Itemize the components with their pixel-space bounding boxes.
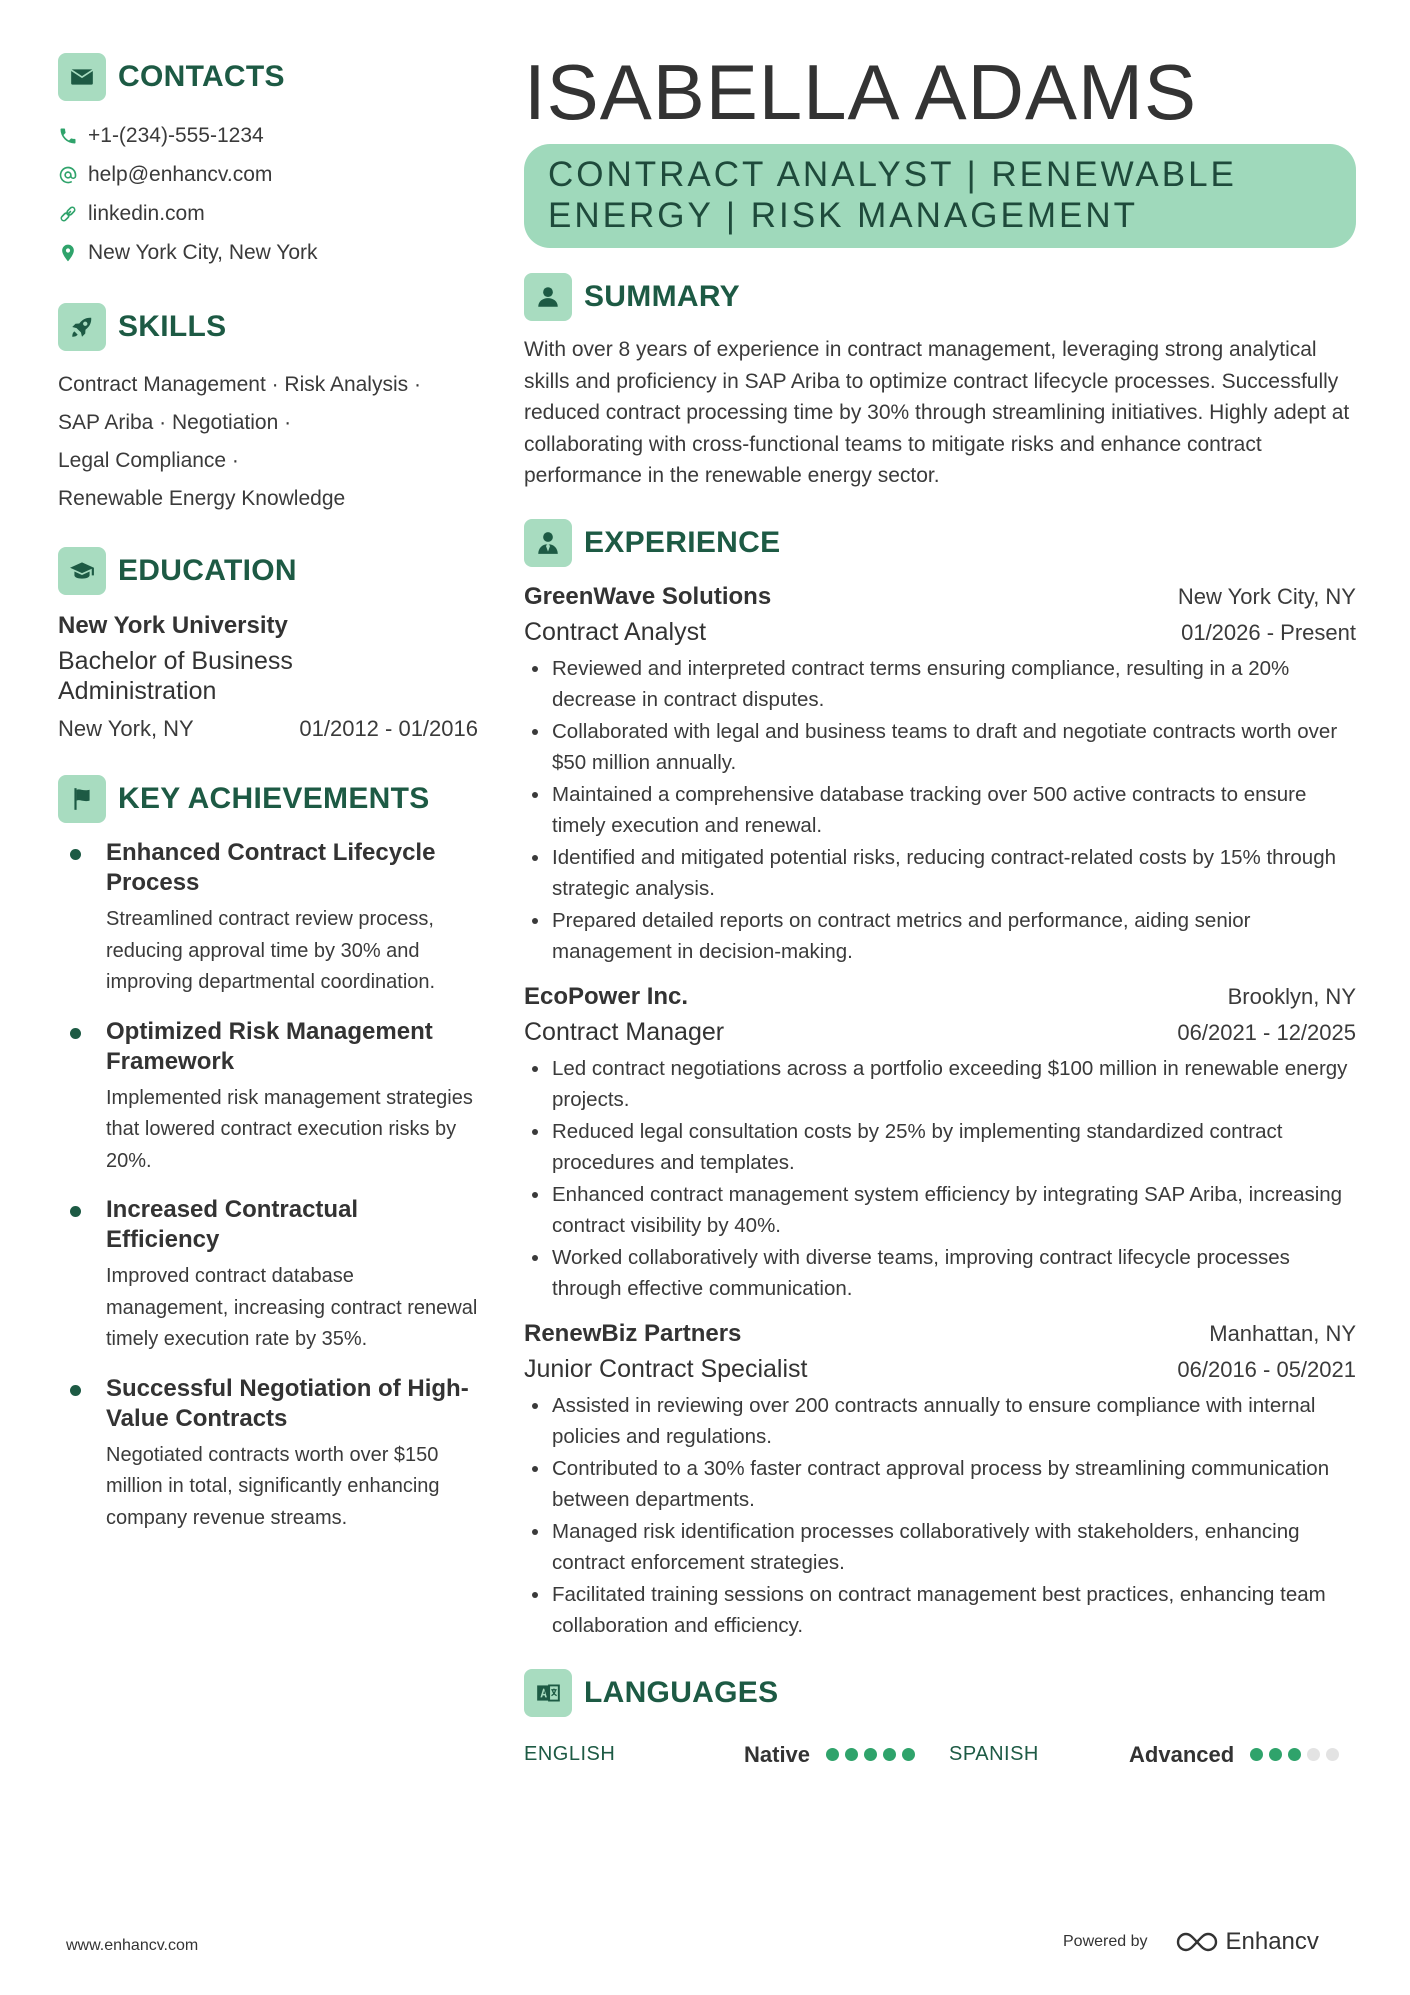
achievements-list	[58, 838, 478, 1534]
experience-header	[524, 518, 1356, 568]
achievement-title: Enhanced Contract Lifecycle Process	[106, 839, 436, 896]
job-bullet: Led contract negotiations across a portfolio exceeding $100 million in renewable energy projects.	[524, 1053, 1356, 1116]
experience-section	[524, 518, 1356, 1642]
job-bullet: Assisted in reviewing over 200 contracts annually to ensure compliance with internal policies and regulations.	[524, 1390, 1356, 1453]
rating-dot-filled	[1269, 1748, 1282, 1761]
job-role-row	[524, 1014, 1356, 1051]
rating-dot-empty	[1307, 1748, 1320, 1761]
user-tie-icon	[524, 519, 572, 567]
user-icon	[524, 273, 572, 321]
job-bullet: Facilitated training sessions on contract management best practices, enhancing team collaboration and efficiency.	[524, 1579, 1356, 1642]
summary-header	[524, 272, 1356, 322]
rating-dot-filled	[826, 1748, 839, 1761]
footer-website[interactable]: www.enhancv.com	[66, 1937, 199, 1954]
job-dates: 06/2021 - 12/2025	[1177, 1019, 1356, 1045]
achievement-title: Increased Contractual Efficiency	[106, 1196, 359, 1253]
envelope-icon	[58, 53, 106, 101]
bullet-dot	[70, 1028, 81, 1039]
job-bullet: Identified and mitigated potential risks, reducing contract-related costs by 15% through strategic analysis.	[524, 842, 1356, 905]
languages-section	[524, 1668, 1356, 1772]
infinity-logo-icon	[1174, 1929, 1220, 1955]
education-header	[58, 546, 478, 596]
achievements-header	[58, 774, 478, 824]
candidate-name: ISABELLA ADAMS	[524, 48, 1198, 136]
achievements-title: KEY ACHIEVEMENTS	[118, 782, 430, 815]
translate-icon	[524, 1669, 572, 1717]
skills-section	[58, 302, 478, 518]
achievement-desc: Improved contract database management, increasing contract renewal timely execution rate by 35%.	[106, 1265, 478, 1350]
graduation-cap-icon	[58, 547, 106, 595]
skills-title: SKILLS	[118, 310, 227, 343]
achievement-item	[58, 1195, 478, 1356]
powered-by-text: Powered by	[1063, 1933, 1148, 1950]
job-company: EcoPower Inc.	[524, 982, 689, 1010]
skills-header	[58, 302, 478, 352]
achievement-title: Optimized Risk Management Framework	[106, 1017, 433, 1075]
language-rating	[1250, 1748, 1339, 1761]
education-dates: 01/2012 - 01/2016	[299, 716, 478, 741]
rating-dot-filled	[845, 1748, 858, 1761]
job-dates: 06/2016 - 05/2021	[1177, 1356, 1356, 1382]
headline-box	[524, 144, 1356, 248]
education-section	[58, 546, 478, 744]
language-rating	[826, 1748, 915, 1761]
footer-branding	[1063, 1928, 1319, 1956]
job-entry	[524, 980, 1356, 1305]
contact-phone-text: +1-(234)-555-1234	[88, 123, 264, 147]
contact-linkedin-text: linkedin.com	[88, 201, 205, 225]
job-bullets	[524, 653, 1356, 968]
job-bullet: Contributed to a 30% faster contract approval process by streamlining communication between departments.	[524, 1453, 1356, 1516]
link-icon	[58, 204, 88, 224]
job-location: Manhattan, NY	[1209, 1320, 1356, 1346]
rating-dot-empty	[1326, 1748, 1339, 1761]
education-location: New York, NY	[58, 716, 194, 741]
job-bullets	[524, 1390, 1356, 1642]
languages-row	[524, 1738, 1356, 1772]
contacts-list	[58, 116, 478, 272]
rating-dot-filled	[1250, 1748, 1263, 1761]
contact-email-text: help@enhancv.com	[88, 162, 273, 186]
achievement-item	[58, 838, 478, 999]
job-role-row	[524, 1351, 1356, 1388]
language-name: SPANISH	[949, 1743, 1039, 1765]
job-role: Junior Contract Specialist	[524, 1354, 808, 1383]
languages-title: LANGUAGES	[584, 1675, 779, 1709]
job-role: Contract Analyst	[524, 617, 707, 646]
language-level: Native	[744, 1741, 811, 1767]
enhancv-logo[interactable]	[1174, 1928, 1319, 1956]
job-dates: 01/2026 - Present	[1181, 619, 1356, 645]
achievement-title: Successful Negotiation of High-Value Contracts	[106, 1374, 469, 1432]
education-degree-line: Administration	[58, 677, 217, 705]
bullet-dot	[70, 1385, 81, 1396]
education-school: New York University	[58, 612, 288, 639]
headline-line: CONTRACT ANALYST | RENEWABLE	[548, 155, 1237, 194]
map-pin-icon	[58, 243, 88, 263]
contact-linkedin[interactable]	[58, 194, 478, 233]
job-location: Brooklyn, NY	[1227, 983, 1356, 1009]
summary-title: SUMMARY	[584, 280, 740, 313]
contacts-header	[58, 52, 478, 102]
job-header-row	[524, 980, 1356, 1014]
rating-dot-filled	[883, 1748, 896, 1761]
headline-line: ENERGY | RISK MANAGEMENT	[548, 196, 1138, 235]
education-title: EDUCATION	[118, 554, 297, 587]
summary-text: With over 8 years of experience in contract management, leveraging strong analytical skills and proficiency in SAP Ariba to optimize contract lifecycle processes. Successfully reduced contract processing time by 30% through streamlining initiatives. Highly adept at collaborating with cross-functional teams to mitigate risks and enhance contract performance in the renewable energy sector.	[524, 338, 1350, 487]
achievement-desc: Negotiated contracts worth over $150 million in total, significantly enhancing company revenue streams.	[106, 1443, 440, 1529]
summary-section	[524, 272, 1356, 492]
job-bullets	[524, 1053, 1356, 1305]
job-bullet: Prepared detailed reports on contract metrics and performance, aiding senior management in decision-making.	[524, 905, 1356, 968]
skills-line: Legal Compliance ·	[58, 449, 239, 472]
achievement-item	[58, 1374, 478, 1535]
skills-line: Contract Management · Risk Analysis ·	[58, 373, 421, 396]
job-bullet: Reduced legal consultation costs by 25% by implementing standardized contract procedures and templates.	[524, 1116, 1356, 1179]
contacts-title: CONTACTS	[118, 60, 285, 93]
job-header-row	[524, 1317, 1356, 1351]
education-degree	[58, 646, 478, 706]
skills-line: SAP Ariba · Negotiation ·	[58, 411, 292, 434]
achievement-desc: Implemented risk management strategies that lowered contract execution risks by 20%.	[106, 1086, 473, 1172]
rating-dot-filled	[1288, 1748, 1301, 1761]
bullet-dot	[70, 849, 81, 860]
job-role-row	[524, 614, 1356, 651]
contact-location-text: New York City, New York	[88, 240, 318, 264]
job-entry	[524, 1317, 1356, 1642]
brand-name: Enhancv	[1225, 1928, 1319, 1955]
rating-dot-filled	[864, 1748, 877, 1761]
contact-email[interactable]	[58, 155, 478, 194]
skills-line: Renewable Energy Knowledge	[58, 487, 346, 510]
education-meta	[58, 714, 478, 744]
job-bullet: Enhanced contract management system efficiency by integrating SAP Ariba, increasing contract visibility by 40%.	[524, 1179, 1356, 1242]
job-company: GreenWave Solutions	[524, 582, 772, 610]
achievements-section	[58, 774, 478, 1534]
contact-location	[58, 233, 478, 272]
at-sign-icon	[58, 165, 88, 185]
job-role: Contract Manager	[524, 1017, 725, 1046]
job-bullet: Managed risk identification processes collaboratively with stakeholders, enhancing contract enforcement strategies.	[524, 1516, 1356, 1579]
right-column	[524, 48, 1356, 1772]
flag-icon	[58, 775, 106, 823]
languages-header	[524, 1668, 1356, 1718]
job-bullet: Reviewed and interpreted contract terms ensuring compliance, resulting in a 20% decrease in contract disputes.	[524, 653, 1356, 716]
contact-phone[interactable]	[58, 116, 478, 155]
language-level: Advanced	[1129, 1741, 1235, 1767]
phone-icon	[58, 126, 88, 146]
job-entry	[524, 580, 1356, 968]
education-degree-line: Bachelor of Business	[58, 647, 293, 675]
achievement-desc: Streamlined contract review process, reducing approval time by 30% and improving departmental coordination.	[106, 908, 436, 993]
job-header-row	[524, 580, 1356, 614]
job-bullet: Collaborated with legal and business teams to draft and negotiate contracts worth over $50 million annually.	[524, 716, 1356, 779]
left-column	[58, 52, 478, 1552]
rocket-icon	[58, 303, 106, 351]
job-location: New York City, NY	[1177, 583, 1356, 609]
experience-title: EXPERIENCE	[584, 525, 781, 559]
job-company: RenewBiz Partners	[524, 1319, 742, 1347]
skills-list	[58, 366, 478, 518]
job-bullet: Maintained a comprehensive database tracking over 500 active contracts to ensure timely execution and renewal.	[524, 779, 1356, 842]
language-name: ENGLISH	[524, 1743, 616, 1765]
achievement-item	[58, 1017, 478, 1178]
rating-dot-filled	[902, 1748, 915, 1761]
job-bullet: Worked collaboratively with diverse teams, improving contract lifecycle processes through effective communication.	[524, 1242, 1356, 1305]
bullet-dot	[70, 1206, 81, 1217]
